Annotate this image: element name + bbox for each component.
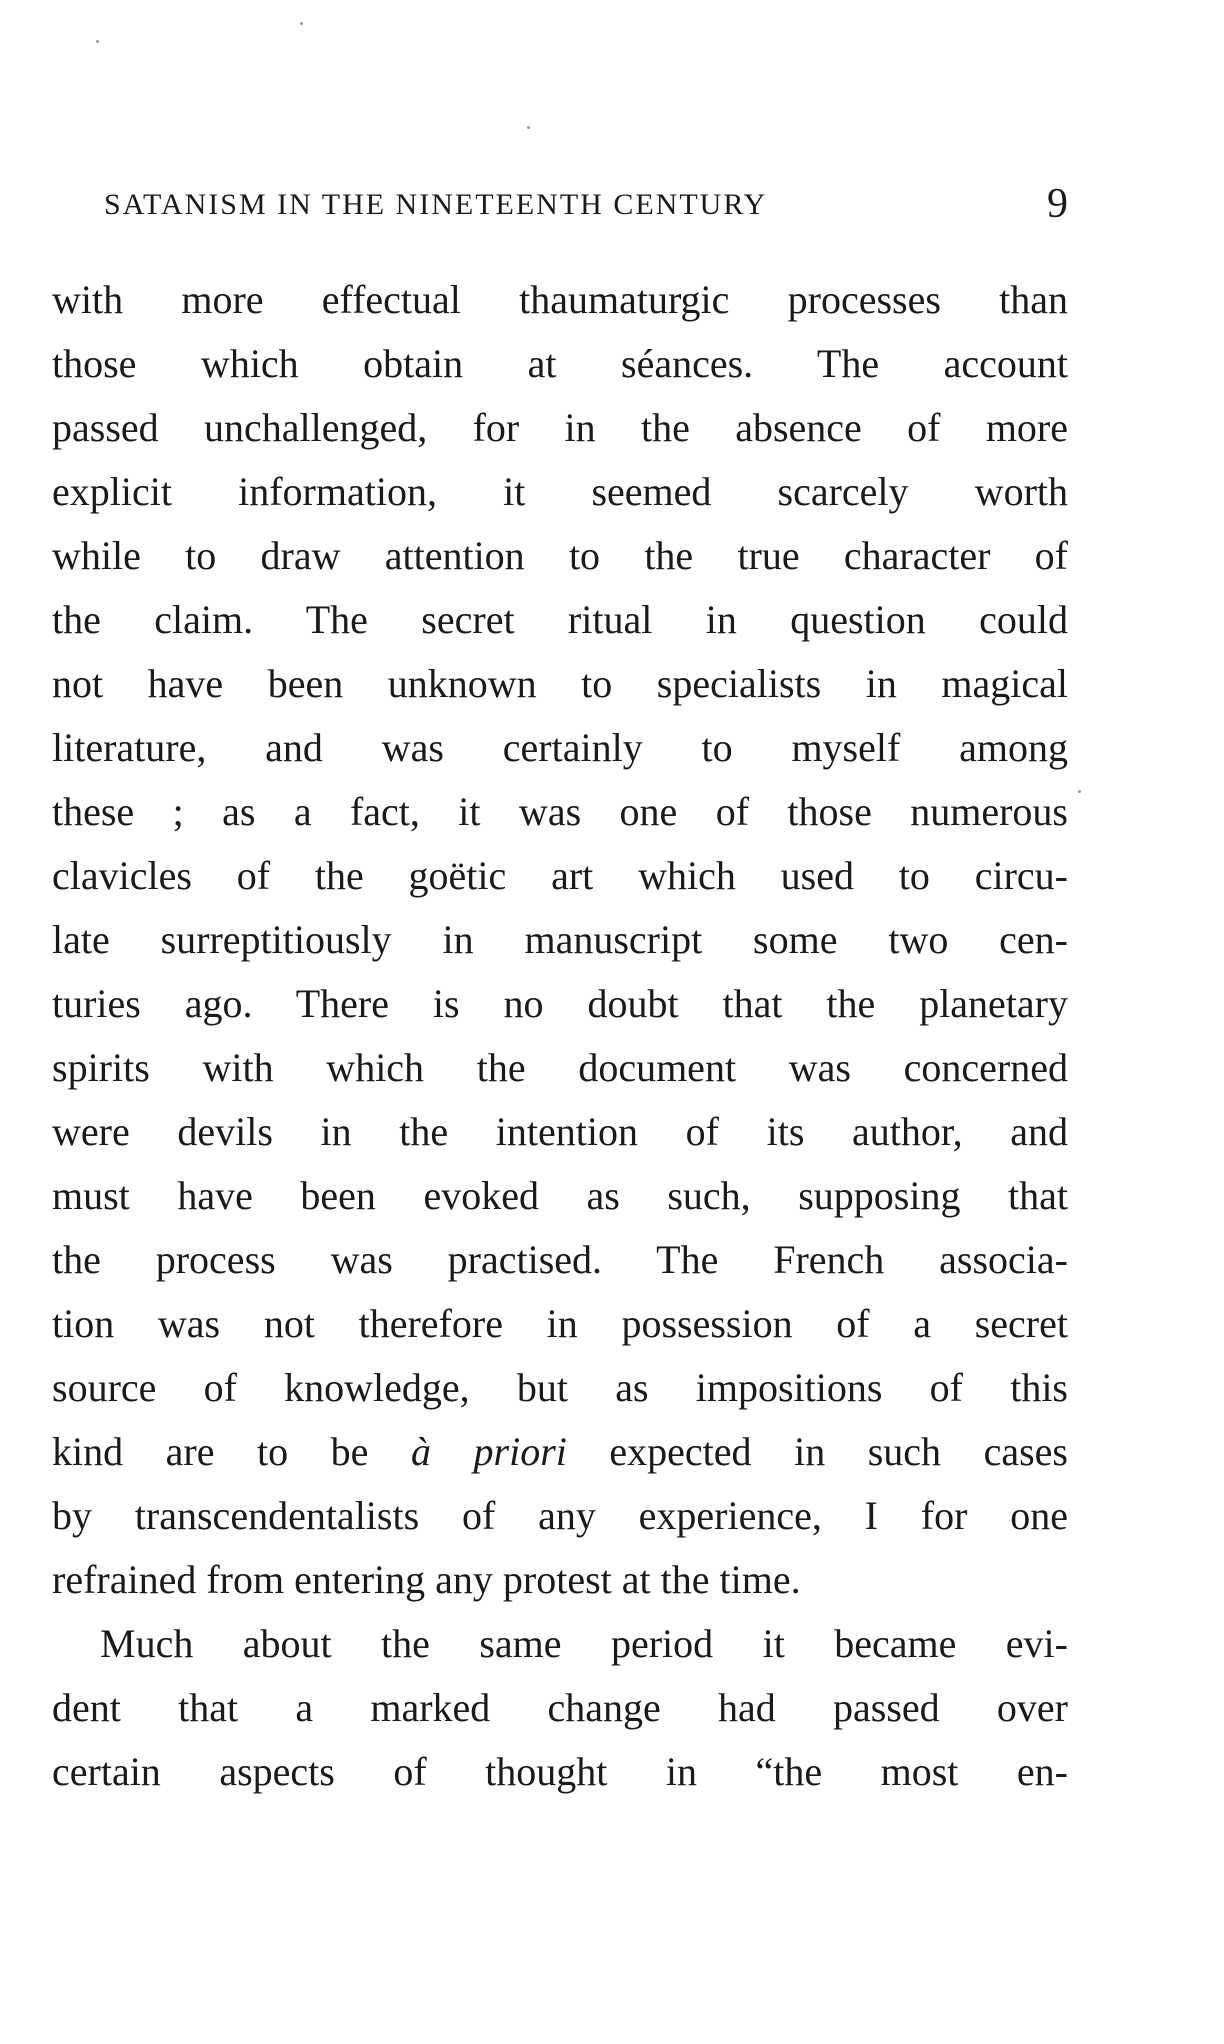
print-speck xyxy=(527,126,530,129)
text-line: by transcendentalists of any experience, I for one xyxy=(52,1493,1068,1538)
text-line: turies ago. There is no doubt that the planetary xyxy=(52,981,1068,1026)
text-line: were devils in the intention of its author, and xyxy=(52,1109,1068,1154)
text-line: the process was practised. The French associa- xyxy=(52,1237,1068,1282)
running-head xyxy=(104,180,1068,230)
text-line: the claim. The secret ritual in question could xyxy=(52,597,1068,642)
paragraph xyxy=(52,1612,1068,1804)
text-line: Much about the same period it became evi- xyxy=(100,1621,1068,1666)
body-text xyxy=(52,268,1068,1804)
text-line: explicit information, it seemed scarcely worth xyxy=(52,469,1068,514)
text-line: clavicles of the goëtic art which used to circu- xyxy=(52,853,1068,898)
paragraph xyxy=(52,268,1068,1612)
text-line: not have been unknown to specialists in magical xyxy=(52,661,1068,706)
text-line: certain aspects of thought in “the most en- xyxy=(52,1749,1068,1794)
print-speck xyxy=(1078,790,1081,793)
italic-phrase: à priori xyxy=(410,1429,567,1474)
text-line: these ; as a fact, it was one of those numerous xyxy=(52,789,1068,834)
running-title: SATANISM IN THE NINETEENTH CENTURY xyxy=(104,188,768,221)
text-line: while to draw attention to the true character of xyxy=(52,533,1068,578)
text-line: tion was not therefore in possession of a secret xyxy=(52,1301,1068,1346)
text-segment: kind are to be xyxy=(52,1429,411,1474)
text-line: passed unchallenged, for in the absence of more xyxy=(52,405,1068,450)
text-line xyxy=(52,1420,1068,1484)
print-speck xyxy=(96,40,99,43)
text-line: with more effectual thaumaturgic processes than xyxy=(52,277,1068,322)
text-line: dent that a marked change had passed over xyxy=(52,1685,1068,1730)
text-line: spirits with which the document was concerned xyxy=(52,1045,1068,1090)
text-line: must have been evoked as such, supposing that xyxy=(52,1173,1068,1218)
text-line: source of knowledge, but as impositions of this xyxy=(52,1365,1068,1410)
print-speck xyxy=(300,22,303,25)
text-line: refrained from entering any protest at the time. xyxy=(52,1557,801,1602)
text-segment: expected in such cases xyxy=(566,1429,1068,1474)
text-line: late surreptitiously in manuscript some two cen- xyxy=(52,917,1068,962)
page-number: 9 xyxy=(1047,181,1068,227)
text-line: literature, and was certainly to myself among xyxy=(52,725,1068,770)
text-line: those which obtain at séances. The account xyxy=(52,341,1068,386)
